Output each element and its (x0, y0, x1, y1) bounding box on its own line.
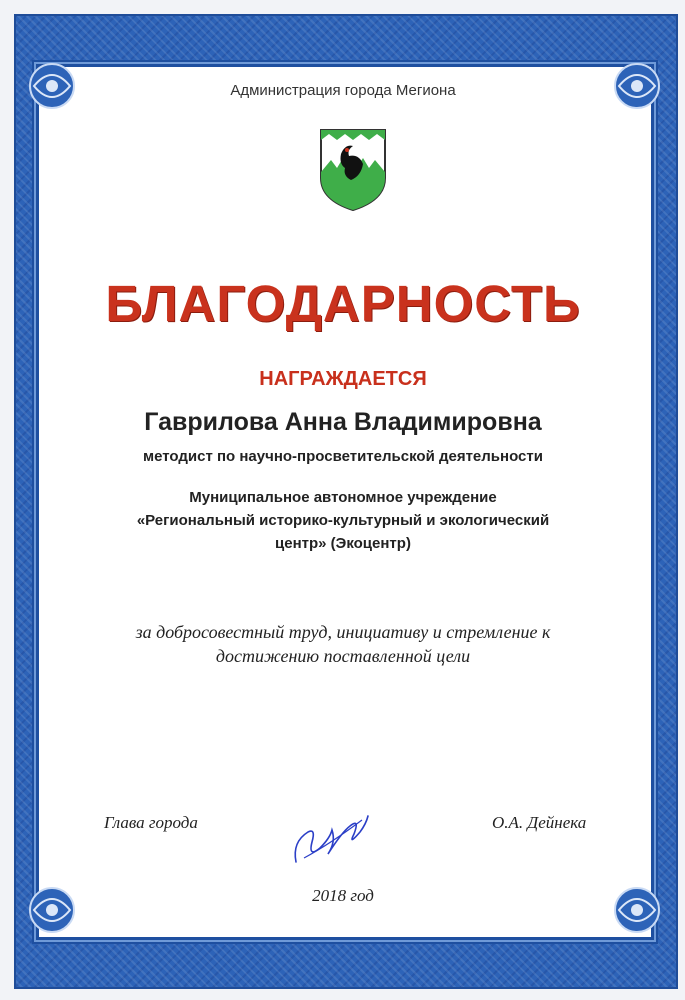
certificate-title: БЛАГОДАРНОСТЬ (105, 275, 581, 332)
organization-block (40, 486, 646, 555)
recipient-position: методист по научно-просветительской деятельности (143, 448, 543, 465)
awarded-label: НАГРАЖДАЕТСЯ (259, 368, 427, 390)
issue-year: 2018 год (312, 886, 374, 905)
organization-line: центр» (Экоцентр) (275, 535, 411, 552)
issuer-heading: Администрация города Мегиона (230, 82, 456, 99)
certificate-content (40, 68, 646, 932)
signatory-name: О.А. Дейнека (492, 813, 587, 832)
award-reason (40, 620, 646, 668)
signatory-title: Глава города (104, 813, 198, 832)
city-emblem-icon (317, 124, 389, 212)
organization-line: Муниципальное автономное учреждение (189, 489, 497, 506)
handwritten-signature (290, 802, 370, 872)
reason-line: за добросовестный труд, инициативу и стремление к (135, 622, 551, 642)
recipient-name: Гаврилова Анна Владимировна (144, 408, 542, 436)
reason-line: достижению поставленной цели (215, 646, 471, 666)
organization-line: «Региональный историко-культурный и экологический (136, 512, 550, 529)
